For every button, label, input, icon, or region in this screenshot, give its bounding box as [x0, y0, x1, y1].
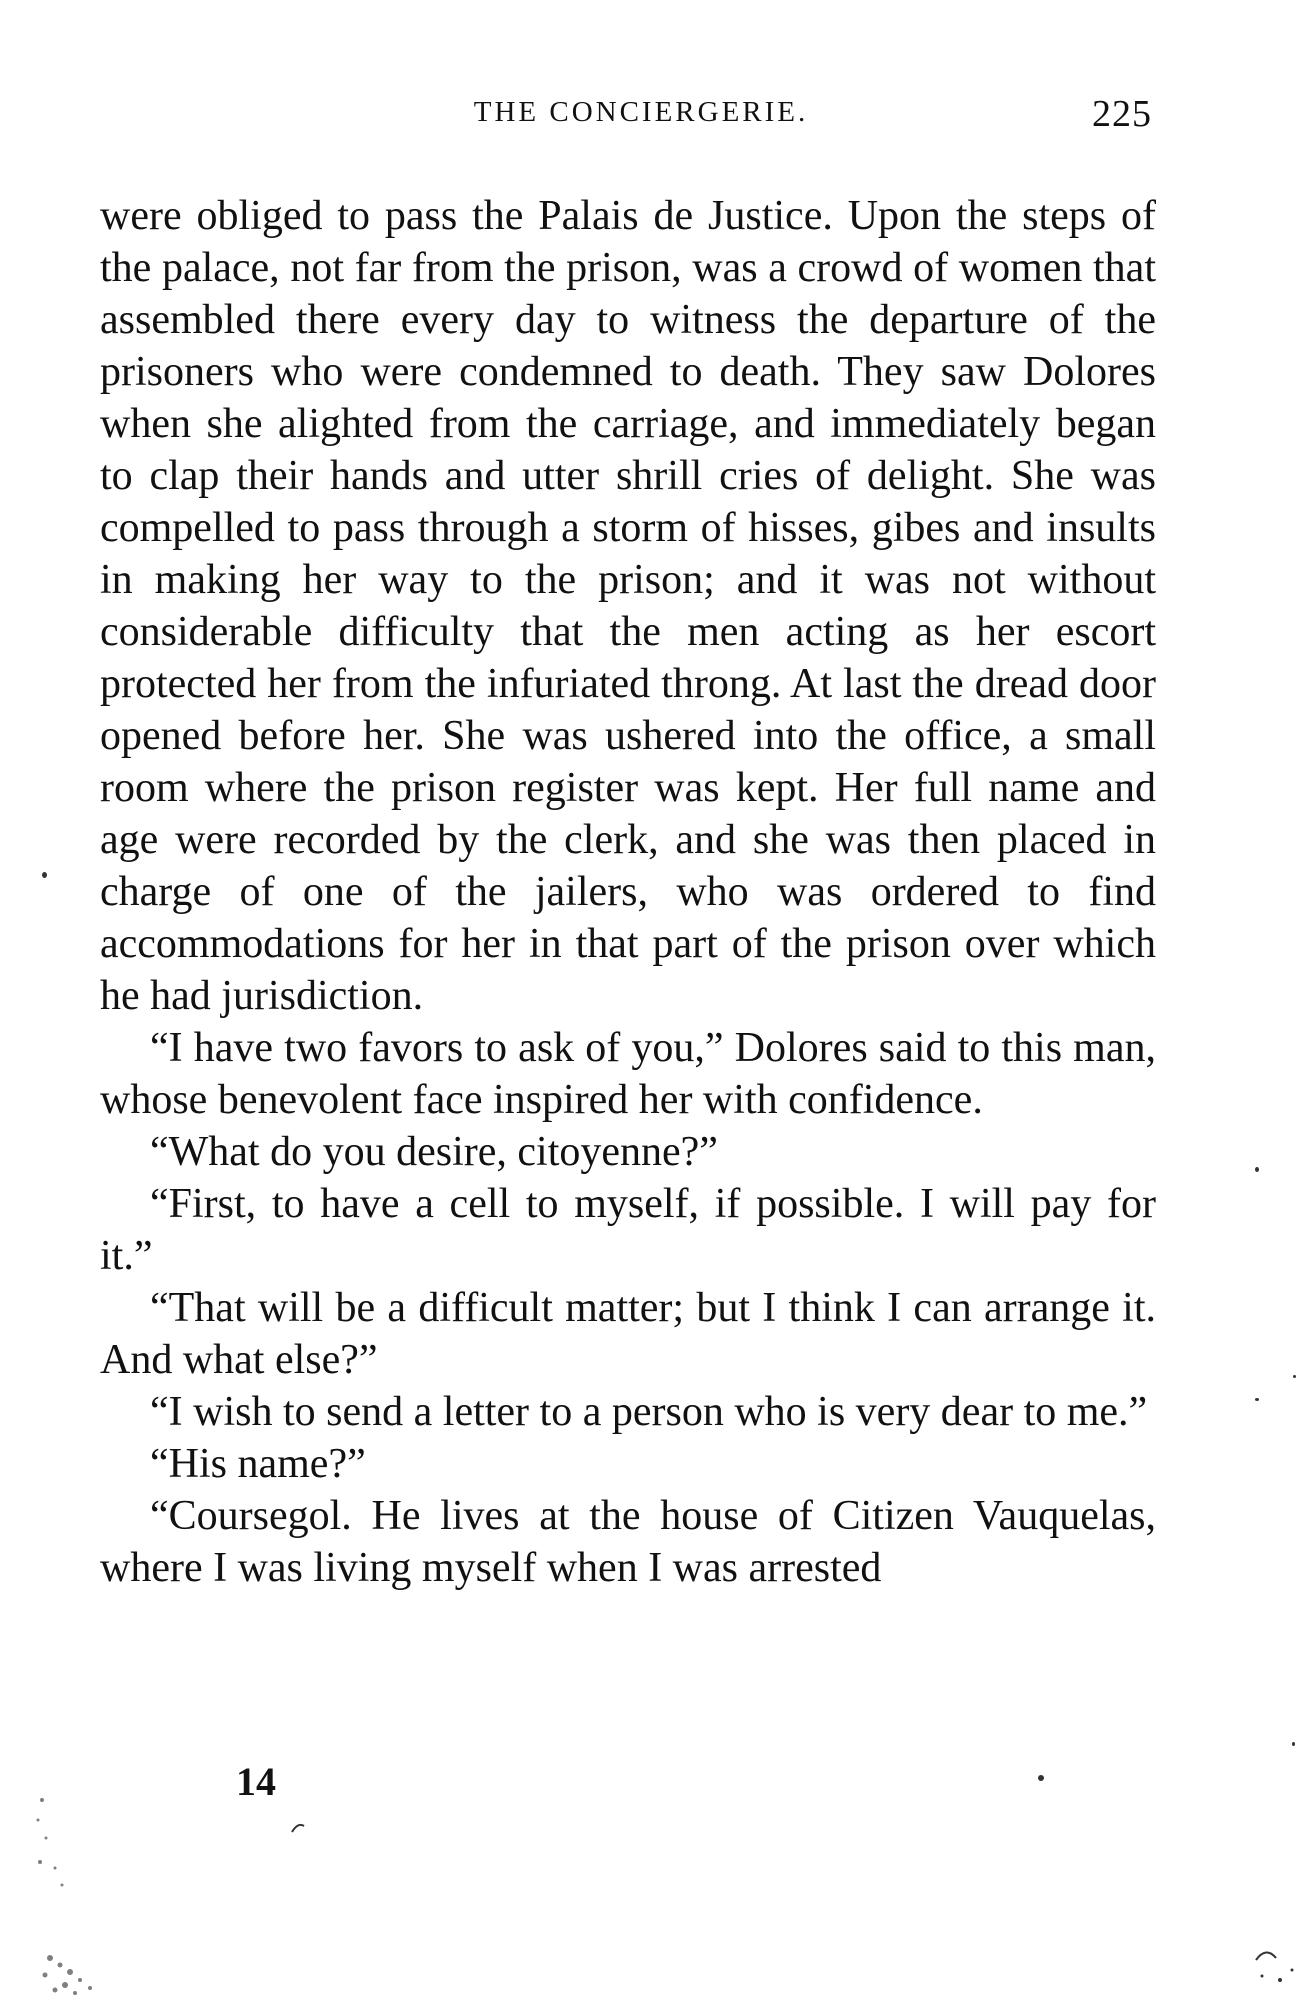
- paragraph-dialogue: “What do you desire, citoyenne?”: [150, 1129, 718, 1175]
- scan-speck: [1255, 1167, 1259, 1172]
- paragraph-dialogue: “I have two favors to ask of you,” Dolores said to this man, whose benevolent face inspired her with confidence.: [100, 1025, 1156, 1123]
- scan-speck: [1038, 1775, 1044, 1781]
- scan-speck: [42, 872, 47, 878]
- scan-mark-pen: [288, 1820, 308, 1836]
- scan-speck: [1293, 1375, 1296, 1378]
- running-head: [100, 93, 1152, 140]
- running-title: THE CONCIERGERIE.: [473, 96, 809, 128]
- signature-mark: 14: [236, 1759, 276, 1804]
- page-number: 225: [1092, 93, 1152, 135]
- paragraph-dialogue: “That will be a difficult matter; but I think I can arrange it. And what else?”: [100, 1285, 1156, 1383]
- body-text: [100, 190, 1156, 1594]
- scan-speck: [1292, 1742, 1295, 1746]
- scan-speck: [1255, 1398, 1259, 1401]
- scan-mark-bottom-right: [1250, 1940, 1304, 1990]
- scan-smudge-bottom-left: [10, 1790, 120, 1998]
- paragraph-narrative: were obliged to pass the Palais de Justice. Upon the steps of the palace, not far from the prison, was a crowd of women that assembled there every day to witness the departure of the prisoners who were condemned to death. They saw Dolores when she alighted from the carriage, and immediately began to clap their hands and utter shrill cries of delight. She was compelled to pass through a storm of hisses, gibes and insults in making her way to the prison; and it was not without considerable difficulty that the men acting as her escort protected her from the infuriated throng. At last the dread door opened before her. She was ushered into the office, a small room where the prison register was kept. Her full name and age were recorded by the clerk, and she was then placed in charge of one of the jailers, who was ordered to find accommodations for her in that part of the prison over which he had jurisdiction.: [100, 193, 1156, 1019]
- paragraph-dialogue: “First, to have a cell to myself, if possible. I will pay for it.”: [100, 1181, 1156, 1279]
- paragraph-dialogue: “I wish to send a letter to a person who is very dear to me.”: [150, 1389, 1148, 1435]
- paragraph-dialogue: “His name?”: [150, 1441, 366, 1487]
- paragraph-dialogue: “Coursegol. He lives at the house of Citizen Vauquelas, where I was living myself when I was arrested: [100, 1493, 1156, 1591]
